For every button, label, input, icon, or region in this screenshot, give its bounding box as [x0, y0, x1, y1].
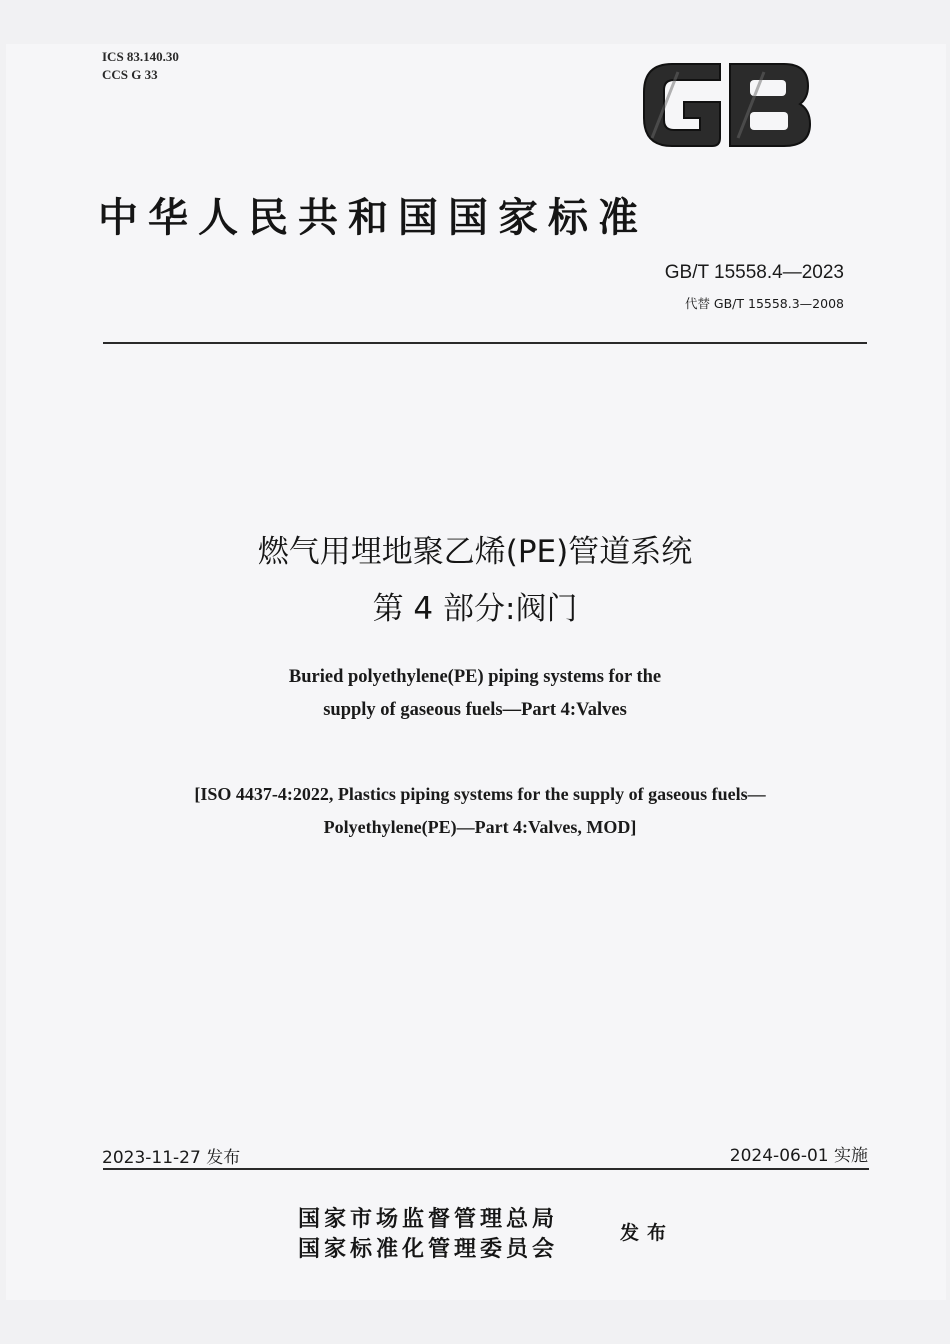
ics-code: ICS 83.140.30 — [102, 49, 179, 64]
national-standard-title: 中华人民共和国国家标准 — [98, 195, 648, 241]
issuer-samr: 国家市场监督管理总局 — [298, 1206, 559, 1232]
issuing-organizations — [298, 1204, 558, 1264]
footer-divider — [103, 1168, 869, 1170]
english-title-line-1: Buried polyethylene(PE) piping systems for the — [288, 667, 662, 687]
iso-reference-line-1: [ISO 4437-4:2022, Plastics piping systems for the supply of gaseous fuels— — [194, 784, 766, 804]
standard-number: GB/T 15558.4—2023 — [664, 262, 844, 283]
chinese-title-line-2: 第 4 部分:阀门 — [372, 591, 578, 627]
chinese-title-line-1: 燃气用埋地聚乙烯(PE)管道系统 — [257, 534, 693, 570]
publish-label: 发布 — [620, 1222, 675, 1244]
issuer-sac: 国家标准化管理委员会 — [298, 1236, 559, 1262]
iso-reference-line-2: Polyethylene(PE)—Part 4:Valves, MOD] — [323, 817, 637, 837]
replaces-standard: 代替 GB/T 15558.3—2008 — [684, 296, 844, 311]
english-title-line-2: supply of gaseous fuels—Part 4:Valves — [323, 700, 627, 720]
issue-date: 2023-11-27 发布 — [102, 1148, 241, 1168]
ccs-code: CCS G 33 — [102, 67, 158, 82]
gb-logo-icon — [638, 58, 814, 152]
implementation-date: 2024-06-01 实施 — [729, 1146, 868, 1166]
classification-codes — [102, 48, 179, 84]
header-divider — [103, 342, 867, 344]
